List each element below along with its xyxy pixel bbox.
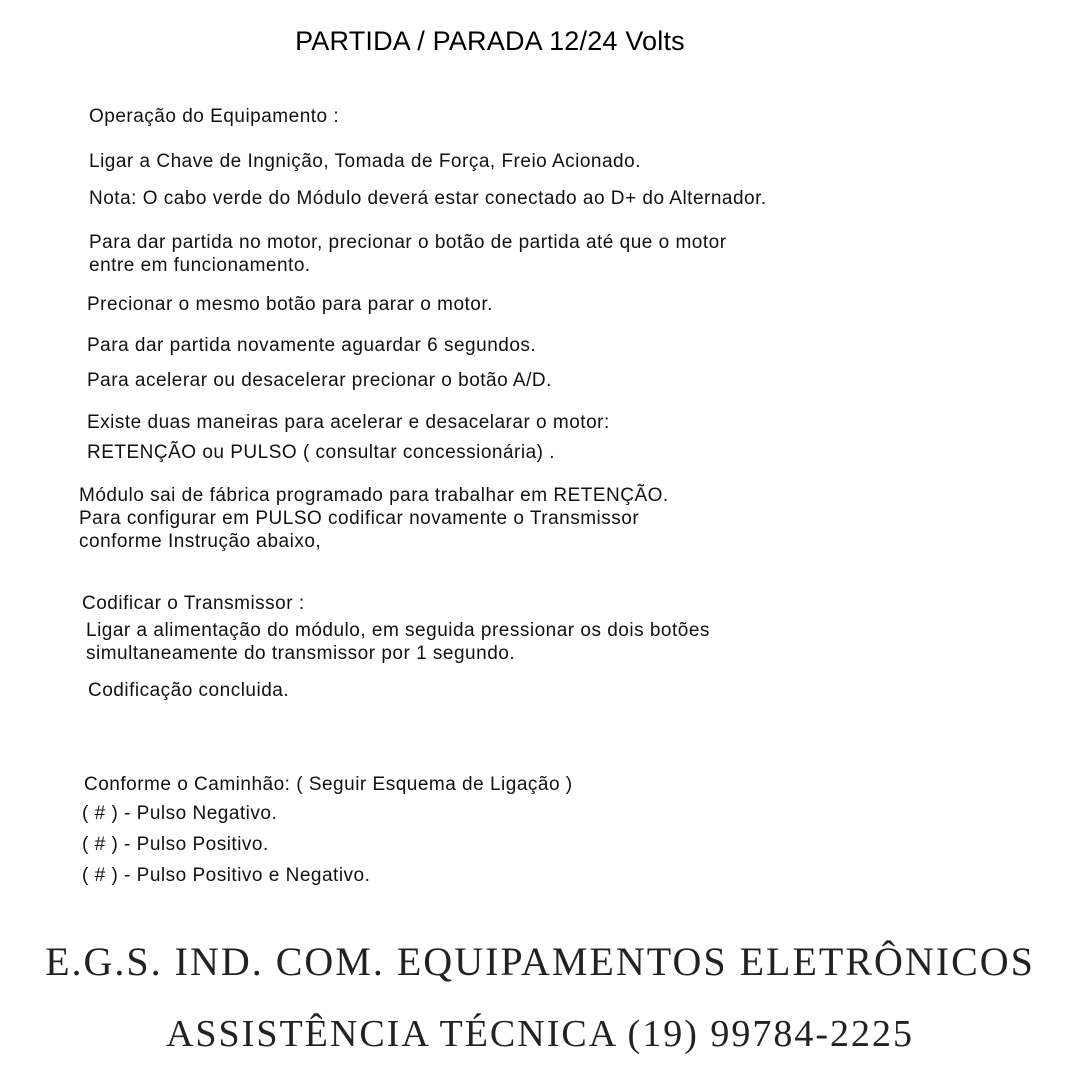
modes-line-1: Existe duas maneiras para acelerar e desacelarar o motor: <box>87 412 610 433</box>
operation-heading: Operação do Equipamento : <box>89 106 340 127</box>
factory-block <box>79 484 669 553</box>
modes-line-2: RETENÇÃO ou PULSO ( consultar concessionária) . <box>87 442 556 463</box>
truck-option-negative: ( # ) - Pulso Negativo. <box>82 803 278 824</box>
coding-done: Codificação concluida. <box>88 680 290 701</box>
accelerate-instruction: Para acelerar ou desacelerar precionar o botão A/D. <box>87 370 552 391</box>
start-line-2: entre em funcionamento. <box>89 255 311 276</box>
coding-heading: Codificar o Transmissor : <box>82 593 305 614</box>
truck-heading: Conforme o Caminhão: ( Seguir Esquema de Ligação ) <box>84 774 573 795</box>
factory-line-2: Para configurar em PULSO codificar novamente o Transmissor <box>79 508 640 529</box>
operation-note: Nota: O cabo verde do Módulo deverá estar conectado ao D+ do Alternador. <box>89 188 767 209</box>
company-name: E.G.S. IND. COM. EQUIPAMENTOS ELETRÔNICOS <box>45 939 1035 984</box>
truck-option-both: ( # ) - Pulso Positivo e Negativo. <box>82 865 371 886</box>
start-line-1: Para dar partida no motor, precionar o botão de partida até que o motor <box>89 232 727 253</box>
support-contact: ASSISTÊNCIA TÉCNICA (19) 99784-2225 <box>165 1013 915 1055</box>
restart-instruction: Para dar partida novamente aguardar 6 segundos. <box>87 335 537 356</box>
coding-line-2: simultaneamente do transmissor por 1 segundo. <box>86 643 516 664</box>
stop-instruction: Precionar o mesmo botão para parar o motor. <box>87 294 493 315</box>
document-title: PARTIDA / PARADA 12/24 Volts <box>295 26 685 56</box>
factory-line-1: Módulo sai de fábrica programado para trabalhar em RETENÇÃO. <box>79 485 669 506</box>
truck-options <box>82 802 370 887</box>
modes-block <box>87 411 610 464</box>
truck-option-positive: ( # ) - Pulso Positivo. <box>82 834 269 855</box>
coding-block <box>86 619 710 665</box>
factory-line-3: conforme Instrução abaixo, <box>79 531 322 552</box>
operation-step-ignition: Ligar a Chave de Ingnição, Tomada de Força, Freio Acionado. <box>89 151 641 172</box>
start-instructions <box>89 231 727 277</box>
coding-line-1: Ligar a alimentação do módulo, em seguida pressionar os dois botões <box>86 620 710 641</box>
